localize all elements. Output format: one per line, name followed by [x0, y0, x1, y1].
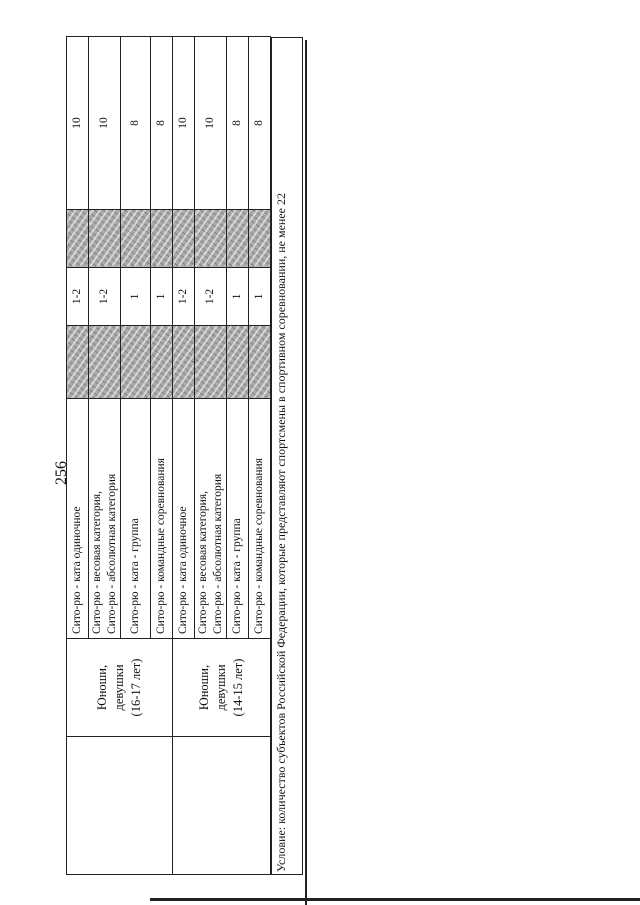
scan-edge-line: [150, 898, 640, 901]
shaded-cell: [195, 210, 227, 268]
discipline-cell: Сито-рю - командные соревнования: [151, 399, 173, 639]
group-age: (16-17 лет): [129, 658, 143, 717]
shaded-cell: [151, 210, 173, 268]
points-cell: 10: [89, 37, 121, 210]
points-cell: 10: [67, 37, 89, 210]
condition-row: [272, 38, 303, 875]
discipline-cell: Сито-рю - ката - группа: [121, 399, 151, 639]
count-cell: 1: [121, 268, 151, 326]
group-label-cell: [67, 639, 173, 737]
shaded-cell: [67, 326, 89, 399]
blank-cell: [67, 737, 173, 875]
blank-cell: [173, 737, 271, 875]
shaded-cell: [89, 210, 121, 268]
shaded-cell: [173, 326, 195, 399]
shaded-cell: [227, 326, 249, 399]
condition-text: Условие: количество субъектов Российской Федерации, которые представляют спортсмены в спортивном соревновании, не менее 22: [272, 38, 303, 875]
points-cell: 10: [195, 37, 227, 210]
discipline-cell: Сито-рю - командные соревнования: [249, 399, 271, 639]
discipline-cell: Сито-рю - ката - группа: [227, 399, 249, 639]
points-cell: 8: [227, 37, 249, 210]
group-label: Юноши, девушки: [197, 664, 228, 711]
count-cell: 1-2: [173, 268, 195, 326]
shaded-cell: [227, 210, 249, 268]
shaded-cell: [67, 210, 89, 268]
shaded-cell: [249, 326, 271, 399]
shaded-cell: [195, 326, 227, 399]
page-number-text: 256: [53, 461, 70, 485]
points-cell: 8: [151, 37, 173, 210]
rotated-table-wrapper: [66, 37, 301, 875]
count-cell: 1-2: [89, 268, 121, 326]
shaded-cell: [89, 326, 121, 399]
points-cell: 10: [173, 37, 195, 210]
discipline-cell: Сито-рю - весовая категория, Сито-рю - абсолютная категория: [89, 399, 121, 639]
count-cell: 1: [249, 268, 271, 326]
discipline-cell: Сито-рю - ката одиночное: [67, 399, 89, 639]
group-label: Юноши, девушки: [95, 664, 126, 711]
discipline-cell: Сито-рю - ката одиночное: [173, 399, 195, 639]
events-table: [66, 36, 271, 875]
discipline-cell: Сито-рю - весовая категория, Сито-рю - абсолютная категория: [195, 399, 227, 639]
count-cell: 1-2: [67, 268, 89, 326]
count-cell: 1-2: [195, 268, 227, 326]
table-right-border: [305, 40, 307, 905]
count-cell: 1: [227, 268, 249, 326]
group-label-cell: [173, 639, 271, 737]
table-row: [173, 37, 195, 875]
count-cell: 1: [151, 268, 173, 326]
shaded-cell: [121, 326, 151, 399]
table-row: [67, 37, 89, 875]
points-cell: 8: [121, 37, 151, 210]
condition-table: [271, 37, 303, 875]
shaded-cell: [151, 326, 173, 399]
shaded-cell: [249, 210, 271, 268]
points-cell: 8: [249, 37, 271, 210]
shaded-cell: [173, 210, 195, 268]
group-age: (14-15 лет): [231, 658, 245, 717]
shaded-cell: [121, 210, 151, 268]
